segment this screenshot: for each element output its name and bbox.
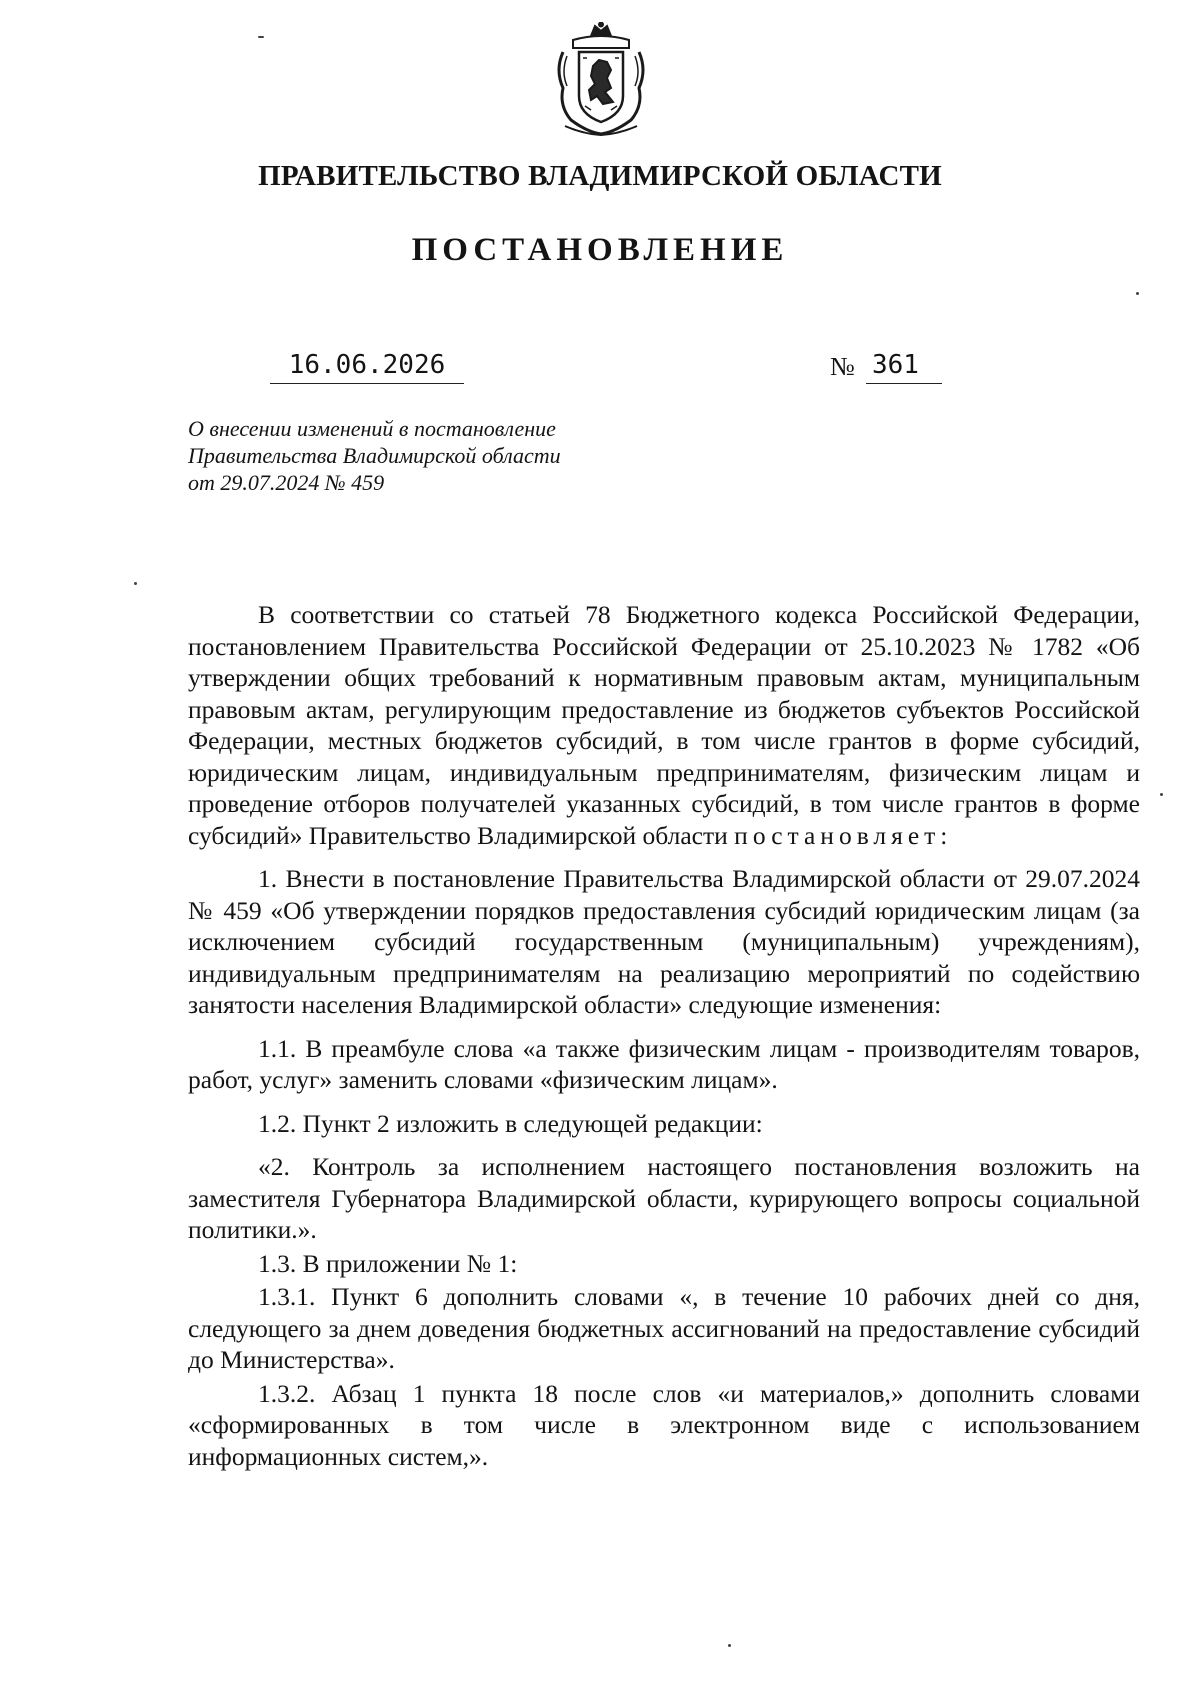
- number-sign: №: [830, 352, 855, 381]
- scan-speck: [1160, 793, 1163, 796]
- scan-speck: [258, 36, 264, 38]
- paragraph-1-2: 1.2. Пункт 2 изложить в следующей редакции:: [258, 1108, 763, 1138]
- paragraph-1-2-quote: «2. Контроль за исполнением настоящего постановления возложить на заместителя Губернатора Владимирской области, курирующего вопросы социальной политики.».: [188, 1152, 1140, 1244]
- subject-line: Правительства Владимирской области: [188, 443, 561, 468]
- document-type-title: ПОСТАНОВЛЕНИЕ: [411, 232, 789, 268]
- scan-speck: [728, 1644, 731, 1647]
- document-subject: [188, 415, 608, 496]
- subject-line: О внесении изменений в постановление: [188, 416, 556, 441]
- preamble-text: В соответствии со статьей 78 Бюджетного кодекса Российской Федерации, постановлением Правительства Российской Федерации от 25.10.2023 № 1782 «Об утверждении общих требований к нормативным правовым актам, муниципальным правовым актам, регулирующим предоставление из бюджетов субъектов Российской Федерации, местных бюджетов субсидий, в том числе грантов в форме субсидий, юридическим лицам, индивидуальным предпринимателям, физическим лицам и проведение отборов получателей указанных субсидий, в том числе грантов в форме субсидий» Правительство Владимирской области: [188, 600, 1140, 850]
- paragraph-1-3-1: 1.3.1. Пункт 6 дополнить словами «, в течение 10 рабочих дней со дня, следующего за днем доведения бюджетных ассигнований на предоставление субсидий до Министерства».: [188, 1282, 1140, 1374]
- paragraph-1-1: 1.1. В преамбуле слова «а также физическим лицам - производителям товаров, работ, услуг» заменить словами «физическим лицам».: [188, 1033, 1140, 1094]
- paragraph-1-3-2: 1.3.2. Абзац 1 пункта 18 после слов «и материалов,» дополнить словами «сформированных в том числе в электронном виде с использованием информационных систем,».: [188, 1378, 1140, 1471]
- paragraph-1-3: 1.3. В приложении № 1:: [258, 1248, 518, 1278]
- paragraph-1: 1. Внести в постановление Правительства Владимирской области от 29.07.2024 № 459 «Об утверждении порядков предоставления субсидий юридическим лицам (за исключением субсидий государственным (муниципальным) учреждениям), индивидуальным предпринимателям на реализацию мероприятий по содействию занятости населения Владимирской области» следующие изменения:: [188, 864, 1140, 1019]
- scan-speck: [134, 582, 137, 585]
- document-number: 361: [866, 350, 942, 384]
- decree-word: постановляет:: [734, 820, 953, 850]
- document-body: [188, 599, 1140, 1474]
- subject-line: от 29.07.2024 № 459: [188, 470, 385, 495]
- document-date: 16.06.2026: [270, 350, 464, 384]
- organization-title: ПРАВИТЕЛЬСТВО ВЛАДИМИРСКОЙ ОБЛАСТИ: [258, 160, 942, 192]
- preamble-paragraph: [188, 599, 1140, 851]
- scan-speck: [1136, 292, 1139, 295]
- coat-of-arms-emblem: [553, 22, 649, 136]
